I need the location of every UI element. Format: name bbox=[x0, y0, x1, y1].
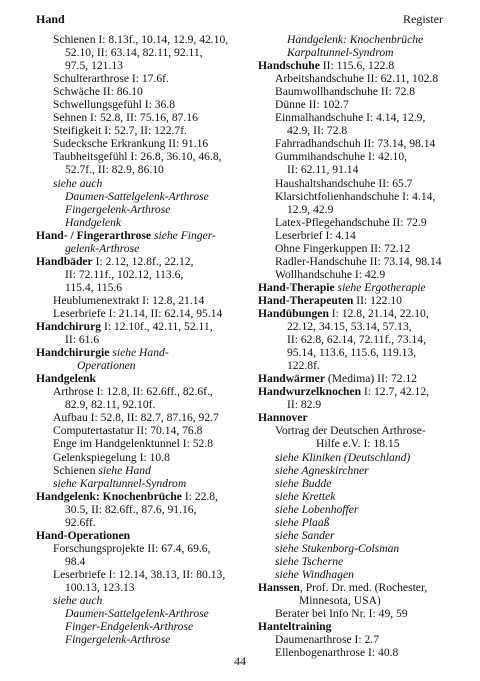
index-text: 82.9, 82.11, 92.10f. bbox=[65, 398, 156, 412]
index-text: Ellenbogenarthrose I: 40.8 bbox=[275, 646, 399, 660]
index-line bbox=[36, 124, 254, 137]
index-text: 52.7f., II: 82.9, 86.10 bbox=[65, 163, 164, 177]
index-text: 42.9, II: 72.8 bbox=[287, 124, 348, 138]
cross-reference: siehe Karpaltunnel-Syndrom bbox=[53, 476, 187, 490]
cross-reference: siehe auch bbox=[53, 176, 103, 190]
index-line bbox=[36, 268, 254, 281]
index-line bbox=[36, 137, 254, 150]
index-line bbox=[258, 555, 456, 568]
index-line bbox=[258, 163, 456, 176]
cross-reference: siehe Hand bbox=[95, 463, 151, 477]
index-line bbox=[258, 633, 456, 646]
index-line bbox=[258, 229, 456, 242]
index-line bbox=[36, 294, 254, 307]
index-line bbox=[36, 385, 254, 398]
index-text: Daumenarthrose I: 2.7 bbox=[275, 633, 379, 647]
index-line bbox=[36, 333, 254, 346]
index-line bbox=[36, 555, 254, 568]
index-text: Arthrose I: 12.8, II: 62.6ff., 82.6f., bbox=[53, 385, 213, 399]
index-line bbox=[36, 72, 254, 85]
cross-reference: Operationen bbox=[77, 359, 136, 373]
index-line bbox=[258, 581, 456, 594]
index-text: Schienen I: 8.13f., 10.14, 12.9, 42.10, bbox=[53, 33, 229, 46]
index-line bbox=[36, 190, 254, 203]
index-text: Schwellungsgefühl I: 36.8 bbox=[53, 98, 176, 112]
index-text: 22.12, 34.15, 53.14, 57.13, bbox=[287, 320, 412, 334]
index-text: 95.14, 113.6, 115.6, 119.13, bbox=[287, 346, 417, 360]
index-line bbox=[36, 490, 254, 503]
index-text: Latex-Pflegehandschuhe II: 72.9 bbox=[275, 215, 427, 229]
index-text: 100.13, 123.13 bbox=[65, 580, 135, 594]
index-text: Steifigkeit I: 52.7, II: 122.7f. bbox=[53, 124, 187, 138]
index-line bbox=[258, 124, 456, 137]
index-text: Sehnen I: 52.8, II: 75.16, 87.16 bbox=[53, 111, 198, 125]
index-term: Hanssen bbox=[258, 580, 300, 594]
index-text: Minnesota, USA) bbox=[299, 594, 381, 608]
index-line bbox=[36, 516, 254, 529]
cross-reference: Fingergelenk-Arthrose bbox=[65, 633, 171, 647]
index-line bbox=[258, 190, 456, 203]
cross-reference: siehe Finger- bbox=[151, 228, 216, 242]
index-text: II: 62.11, 91.14 bbox=[287, 163, 359, 177]
index-line bbox=[258, 216, 456, 229]
index-term: Handgelenk bbox=[36, 372, 96, 386]
running-head-right: Register bbox=[403, 12, 443, 26]
index-text: II: 82.9 bbox=[287, 398, 322, 412]
index-text: Aufbau I: 52.8, II: 82.7, 87.16, 92.7 bbox=[53, 411, 219, 425]
index-line bbox=[258, 542, 456, 555]
index-text: Radler-Handschuhe II: 73.14, 98.14 bbox=[275, 254, 442, 268]
index-text: 115.4, 115.6 bbox=[65, 280, 123, 294]
index-term: Handwärmer bbox=[258, 372, 325, 386]
cross-reference: siehe Hand- bbox=[109, 346, 169, 360]
index-column-right bbox=[258, 33, 456, 659]
index-line bbox=[36, 33, 254, 46]
index-line bbox=[36, 581, 254, 594]
index-line bbox=[36, 98, 254, 111]
index-line bbox=[258, 59, 456, 72]
cross-reference: siehe Ergotherapie bbox=[334, 280, 426, 294]
index-text: I: 12.8, 21.14, 22.10, bbox=[328, 306, 429, 320]
index-line bbox=[258, 398, 456, 411]
index-line bbox=[36, 281, 254, 294]
index-text: 30.5, II: 82.6ff., 87.6, 91.16, bbox=[65, 502, 197, 516]
index-line bbox=[36, 163, 254, 176]
index-line bbox=[36, 242, 254, 255]
index-line bbox=[258, 411, 456, 424]
index-line bbox=[36, 203, 254, 216]
cross-reference: siehe Sander bbox=[275, 528, 335, 542]
index-text: 98.4 bbox=[65, 554, 86, 568]
index-line bbox=[258, 346, 456, 359]
index-term: Handchirurgie bbox=[36, 346, 110, 360]
index-line bbox=[258, 255, 456, 268]
cross-reference: siehe Plaaß bbox=[275, 515, 330, 529]
index-term: Handgelenk: Knochenbrüche bbox=[36, 489, 182, 503]
index-line bbox=[36, 46, 254, 59]
index-text: Schienen bbox=[53, 463, 96, 477]
index-text: Arbeitshandschuhe II: 62.11, 102.8 bbox=[275, 72, 439, 86]
index-text: I: 2.12, 12.8f., 22.12, bbox=[92, 254, 194, 268]
index-text: Heublumenextrakt I: 12.8, 21.14 bbox=[53, 293, 205, 307]
cross-reference: Daumen-Sattelgelenk-Arthrose bbox=[65, 607, 209, 621]
index-line bbox=[258, 424, 456, 437]
index-text: Sudecksche Erkrankung II: 91.16 bbox=[53, 137, 209, 151]
index-line bbox=[258, 85, 456, 98]
cross-reference: Karpaltunnel-Syndrom bbox=[287, 46, 394, 60]
index-text: Dünne II: 102.7 bbox=[275, 98, 349, 112]
index-term: Hand-Therapie bbox=[258, 280, 335, 294]
index-line bbox=[258, 333, 456, 346]
running-head-left: Hand bbox=[36, 12, 65, 26]
index-line bbox=[36, 542, 254, 555]
index-term: Handübungen bbox=[258, 306, 329, 320]
index-line bbox=[258, 568, 456, 581]
index-line bbox=[258, 359, 456, 372]
index-text: Baumwollhandschuhe II: 72.8 bbox=[275, 85, 416, 99]
index-text: Klarsichtfolienhandschuhe I: 4.14, bbox=[275, 189, 436, 203]
index-line bbox=[36, 320, 254, 333]
index-text: Berater bei Info Nr. I: 49, 59 bbox=[275, 607, 408, 621]
index-line bbox=[36, 346, 254, 359]
cross-reference: Finger-Endgelenk-Arthrose bbox=[65, 620, 194, 634]
index-line bbox=[258, 150, 456, 163]
index-line bbox=[258, 503, 456, 516]
index-line bbox=[258, 137, 456, 150]
index-line bbox=[36, 464, 254, 477]
index-text: I: 12.7, 42.12, bbox=[361, 385, 430, 399]
index-line bbox=[258, 33, 456, 46]
index-text: II: 122.10 bbox=[353, 293, 402, 307]
index-text: Gelenkspiegelung I: 10.8 bbox=[53, 450, 170, 464]
index-text: Leserbrief I: 4.14 bbox=[275, 228, 356, 242]
index-line bbox=[258, 203, 456, 216]
index-text: Vortrag der Deutschen Arthrose- bbox=[275, 424, 426, 438]
index-line bbox=[258, 529, 456, 542]
index-line bbox=[36, 307, 254, 320]
index-line bbox=[258, 437, 456, 450]
index-text: 12.9, 42.9 bbox=[287, 202, 334, 216]
index-text: Taubheitsgefühl I: 26.8, 36.10, 46.8, bbox=[53, 150, 222, 164]
cross-reference: siehe Kliniken (Deutschland) bbox=[275, 450, 411, 464]
index-line bbox=[36, 150, 254, 163]
index-text: Gummihandschuhe I: 42.10, bbox=[275, 150, 408, 164]
index-line bbox=[36, 372, 254, 385]
index-line bbox=[258, 451, 456, 464]
index-text: , Prof. Dr. med. (Rochester, bbox=[299, 580, 428, 594]
index-line bbox=[258, 516, 456, 529]
cross-reference: siehe Windhagen bbox=[275, 567, 354, 581]
index-text: Computertastatur II: 70.14, 76.8 bbox=[53, 424, 203, 438]
index-line bbox=[258, 177, 456, 190]
index-text: II: 61.6 bbox=[65, 333, 100, 347]
index-line bbox=[258, 372, 456, 385]
cross-reference: siehe Stukenborg-Colsman bbox=[275, 541, 400, 555]
index-line bbox=[258, 385, 456, 398]
index-term: Hannover bbox=[258, 411, 308, 425]
index-text: 122.8f. bbox=[287, 359, 320, 373]
cross-reference: siehe Krettek bbox=[275, 489, 336, 503]
index-text: II: 62.8, 62.14, 72.11f., 73.14, bbox=[287, 333, 427, 347]
index-line bbox=[258, 620, 456, 633]
cross-reference: siehe Tscherne bbox=[275, 554, 344, 568]
index-line bbox=[36, 607, 254, 620]
index-line bbox=[36, 216, 254, 229]
index-line bbox=[258, 281, 456, 294]
cross-reference: Handgelenk bbox=[65, 215, 122, 229]
index-line bbox=[258, 477, 456, 490]
cross-reference: Handgelenk: Knochenbrüche bbox=[287, 33, 424, 46]
index-line bbox=[36, 255, 254, 268]
index-line bbox=[258, 607, 456, 620]
index-text: Ohne Fingerkuppen II: 72.12 bbox=[275, 241, 411, 255]
index-text: I: 22.8, bbox=[181, 489, 218, 503]
index-text: 52.10, II: 63.14, 82.11, 92.11, bbox=[65, 46, 203, 60]
index-term: Handchirurg bbox=[36, 320, 102, 334]
index-term: Handwurzelknochen bbox=[258, 385, 362, 399]
index-text: II: 72.11f., 102.12, 113.6, bbox=[65, 267, 184, 281]
index-line bbox=[258, 72, 456, 85]
index-text: Forschungsprojekte II: 67.4, 69.6, bbox=[53, 541, 211, 555]
index-term: Hand- / Fingerarthrose bbox=[36, 228, 152, 242]
index-text: Enge im Handgelenktunnel I: 52.8 bbox=[53, 437, 214, 451]
index-text: II: 115.6, 122.8 bbox=[319, 59, 395, 73]
index-line bbox=[36, 398, 254, 411]
index-line bbox=[36, 437, 254, 450]
index-term: Hanteltraining bbox=[258, 620, 332, 634]
index-line bbox=[36, 229, 254, 242]
cross-reference: gelenk-Arthrose bbox=[65, 241, 140, 255]
index-line bbox=[258, 594, 456, 607]
cross-reference: Daumen-Sattelgelenk-Arthrose bbox=[65, 189, 209, 203]
index-line bbox=[36, 177, 254, 190]
index-text: Schwäche II: 86.10 bbox=[53, 85, 143, 99]
index-text: 92.6ff. bbox=[65, 515, 96, 529]
page-number: 44 bbox=[234, 654, 246, 668]
index-text: Hilfe e.V. I: 18.15 bbox=[316, 437, 400, 451]
index-line bbox=[36, 111, 254, 124]
index-line bbox=[36, 59, 254, 72]
index-line bbox=[258, 242, 456, 255]
index-line bbox=[36, 451, 254, 464]
index-text: Wollhandschuhe I: 42.9 bbox=[275, 267, 386, 281]
index-line bbox=[36, 359, 254, 372]
index-text: Leserbriefe I: 12.14, 38.13, II: 80.13, bbox=[53, 567, 226, 581]
index-line bbox=[258, 294, 456, 307]
index-line bbox=[36, 503, 254, 516]
index-term: Hand-Therapeuten bbox=[258, 293, 354, 307]
index-line bbox=[36, 411, 254, 424]
index-text: Fahrradhandschuh II: 73.14, 98.14 bbox=[275, 137, 436, 151]
index-column-left bbox=[36, 33, 254, 646]
index-line bbox=[36, 529, 254, 542]
index-text: 97.5, 121.13 bbox=[65, 59, 123, 73]
index-text: Schulterarthrose I: 17.6f. bbox=[53, 72, 169, 86]
cross-reference: Fingergelenk-Arthrose bbox=[65, 202, 171, 216]
cross-reference: siehe Agneskirchner bbox=[275, 463, 369, 477]
index-line bbox=[258, 111, 456, 124]
index-line bbox=[258, 464, 456, 477]
index-line bbox=[258, 490, 456, 503]
index-line bbox=[36, 477, 254, 490]
index-term: Handbäder bbox=[36, 254, 93, 268]
index-line bbox=[36, 620, 254, 633]
cross-reference: siehe auch bbox=[53, 594, 103, 608]
index-line bbox=[36, 424, 254, 437]
cross-reference: siehe Lobenhoffer bbox=[275, 502, 359, 516]
index-term: Hand-Operationen bbox=[36, 528, 131, 542]
index-text: Haushaltshandschuhe II: 65.7 bbox=[275, 176, 413, 190]
cross-reference: siehe Budde bbox=[275, 476, 332, 490]
index-line bbox=[258, 268, 456, 281]
index-line bbox=[36, 568, 254, 581]
index-line bbox=[36, 85, 254, 98]
index-line bbox=[258, 307, 456, 320]
index-line bbox=[258, 320, 456, 333]
index-text: I: 12.10f., 42.11, 52.11, bbox=[101, 320, 213, 334]
index-term: Handschuhe bbox=[258, 59, 320, 73]
index-text: Einmalhandschuhe I: 4.14, 12.9, bbox=[275, 111, 426, 125]
index-line bbox=[36, 633, 254, 646]
index-text: (Medima) II: 72.12 bbox=[324, 372, 418, 386]
index-line bbox=[36, 594, 254, 607]
index-text: Leserbriefe I: 21.14, II: 62.14, 95.14 bbox=[53, 306, 223, 320]
index-line bbox=[258, 46, 456, 59]
index-line bbox=[258, 98, 456, 111]
